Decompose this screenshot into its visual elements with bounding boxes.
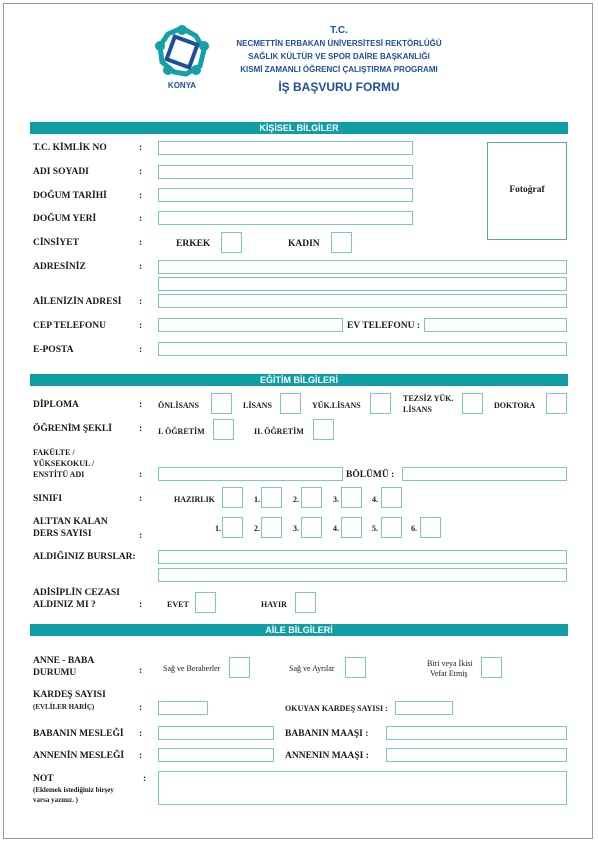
first-ed-label: I. ÖĞRETİM: [158, 427, 205, 436]
father-job-field[interactable]: [158, 726, 274, 740]
scholarship-label: ALDIĞINIZ BURSLAR:: [33, 552, 136, 562]
male-label: ERKEK: [176, 239, 211, 249]
doktora-label: DOKTORA: [494, 401, 536, 410]
form-title: İŞ BAŞVURU FORMU: [278, 80, 400, 94]
name-label: ADI SOYADI: [33, 167, 89, 177]
birth-date-field[interactable]: [158, 188, 413, 202]
colon: :: [139, 751, 143, 761]
failed-option-label: 3.: [293, 524, 299, 533]
failed-option-label: 2.: [254, 524, 260, 533]
colon: :: [139, 191, 143, 201]
address-field-2[interactable]: [158, 277, 567, 291]
mother-salary-field[interactable]: [386, 748, 567, 762]
colon: :: [139, 238, 143, 248]
family-address-field[interactable]: [158, 294, 567, 308]
name-field[interactable]: [158, 165, 413, 179]
birth-place-label: DOĞUM YERİ: [33, 214, 97, 224]
tc-label: T.C. KİMLİK NO: [33, 143, 107, 153]
class-option-checkbox[interactable]: [222, 487, 243, 508]
female-label: KADIN: [288, 239, 320, 249]
colon: :: [139, 424, 143, 434]
class-option-checkbox[interactable]: [341, 487, 362, 508]
failed-courses-label-2: DERS SAYISI: [33, 529, 92, 539]
failed-option-checkbox[interactable]: [261, 517, 282, 538]
doktora-checkbox[interactable]: [546, 393, 567, 414]
birth-date-label: DOĞUM TARİHİ: [33, 191, 107, 201]
female-checkbox[interactable]: [331, 232, 352, 253]
faculty-label-1: FAKÜLTE /: [33, 448, 75, 457]
class-option-label: 2.: [293, 495, 299, 504]
class-option-label: HAZIRLIK: [174, 495, 215, 504]
gender-label: CİNSİYET: [33, 238, 79, 248]
logo-caption: KONYA: [167, 81, 197, 90]
study-type-label: ÖĞRENİM ŞEKLİ: [33, 424, 112, 434]
failed-option-checkbox[interactable]: [301, 517, 322, 538]
lisans-checkbox[interactable]: [280, 393, 301, 414]
colon: :: [139, 214, 143, 224]
colon: :: [139, 143, 143, 153]
photo-box[interactable]: [487, 142, 567, 240]
siblings-field[interactable]: [158, 701, 208, 715]
colon: :: [139, 400, 143, 410]
no-checkbox[interactable]: [295, 592, 316, 613]
colon: :: [139, 703, 143, 713]
mother-job-field[interactable]: [158, 748, 274, 762]
tezsiz-checkbox[interactable]: [462, 393, 483, 414]
yes-checkbox[interactable]: [195, 592, 216, 613]
class-option-checkbox[interactable]: [301, 487, 322, 508]
scholarship-field-1[interactable]: [158, 550, 567, 564]
colon: :: [139, 531, 143, 541]
address-label: ADRESİNİZ: [33, 262, 86, 272]
deceased-checkbox[interactable]: [481, 657, 502, 678]
email-field[interactable]: [158, 342, 567, 356]
yuklisans-checkbox[interactable]: [370, 393, 391, 414]
department-field[interactable]: [402, 467, 567, 481]
class-option-checkbox[interactable]: [381, 487, 402, 508]
section-bar-personal: KİŞİSEL BİLGİLER: [30, 122, 568, 134]
family-address-label: AİLENİZİN ADRESİ: [33, 297, 122, 307]
together-checkbox[interactable]: [229, 657, 250, 678]
failed-option-label: 4.: [333, 524, 339, 533]
failed-option-label: 5.: [372, 524, 378, 533]
onlisans-checkbox[interactable]: [211, 393, 232, 414]
mobile-field[interactable]: [158, 318, 343, 332]
birth-place-field[interactable]: [158, 211, 413, 225]
failed-option-checkbox[interactable]: [381, 517, 402, 538]
mobile-label: CEP TELEFONU: [33, 321, 106, 331]
father-job-label: BABANIN MESLEĞİ: [33, 729, 124, 739]
class-option-label: 4.: [372, 495, 378, 504]
deceased-label-2: Vefat Etmiş: [430, 669, 468, 678]
note-hint-1: (Eklemek istediğiniz birşey: [33, 786, 114, 794]
second-ed-checkbox[interactable]: [313, 419, 334, 440]
colon: :: [139, 297, 143, 307]
class-option-label: 1.: [254, 495, 260, 504]
tezsiz-label-1: TEZSİZ YÜK.: [403, 394, 454, 403]
colon: :: [139, 494, 143, 504]
discipline-label-2: ALDINIZ MI ?: [33, 600, 96, 610]
home-phone-label: EV TELEFONU :: [347, 321, 421, 331]
yuklisans-label: YÜK.LİSANS: [312, 401, 361, 410]
photo-label: Fotoğraf: [509, 185, 545, 195]
header-department: SAĞLIK KÜLTÜR VE SPOR DAİRE BAŞKANLIĞI: [248, 52, 430, 61]
colon: :: [139, 600, 143, 610]
yes-label: EVET: [167, 600, 189, 609]
header-program: KISMİ ZAMANLI ÖĞRENCİ ÇALIŞTIRMA PROGRAMI: [240, 65, 438, 74]
failed-option-checkbox[interactable]: [420, 517, 441, 538]
header-university: NECMETTİN ERBAKAN ÜNİVERSİTESİ REKTÖRLÜĞÜ: [236, 39, 442, 48]
note-label: NOT: [33, 774, 54, 784]
no-label: HAYIR: [261, 600, 287, 609]
section-bar-family: AİLE BİLGİLERİ: [30, 624, 568, 636]
class-option-checkbox[interactable]: [261, 487, 282, 508]
siblings-label: KARDEŞ SAYISI: [33, 690, 106, 700]
home-phone-field[interactable]: [424, 318, 567, 332]
parents-label-1: ANNE - BABA: [33, 656, 95, 666]
class-label: SINIFI: [33, 494, 63, 504]
first-ed-checkbox[interactable]: [213, 419, 234, 440]
colon: :: [139, 345, 143, 355]
separated-label: Sağ ve Ayrılar: [289, 664, 335, 673]
diploma-label: DİPLOMA: [33, 400, 79, 410]
failed-option-checkbox[interactable]: [222, 517, 243, 538]
note-hint-2: varsa yazınız. ): [33, 796, 78, 804]
header-tc: T.C.: [330, 25, 348, 36]
colon: :: [139, 262, 143, 272]
father-salary-field[interactable]: [386, 726, 567, 740]
colon: :: [139, 167, 143, 177]
section-bar-education: EĞİTİM BİLGİLERİ: [30, 374, 568, 386]
tezsiz-label-2: LİSANS: [403, 405, 432, 414]
onlisans-label: ÖNLİSANS: [158, 401, 199, 410]
lisans-label: LİSANS: [243, 401, 272, 410]
department-label: BÖLÜMÜ :: [346, 470, 395, 480]
studying-siblings-label: OKUYAN KARDEŞ SAYISI :: [285, 704, 388, 713]
faculty-label-3: ENSTİTÜ ADI: [33, 470, 85, 479]
email-label: E-POSTA: [33, 345, 74, 355]
failed-option-checkbox[interactable]: [341, 517, 362, 538]
mother-job-label: ANNENİN MESLEĞİ: [33, 751, 125, 761]
failed-option-label: 6.: [411, 524, 417, 533]
failed-courses-label-1: ALTTAN KALAN: [33, 517, 108, 527]
mother-salary-label: ANNENIN MAAŞI :: [285, 751, 369, 761]
faculty-label-2: YÜKSEKOKUL /: [33, 459, 95, 468]
faculty-field[interactable]: [158, 467, 343, 481]
class-option-label: 3.: [333, 495, 339, 504]
colon: :: [139, 470, 143, 480]
together-label: Sağ ve Beraberler: [163, 664, 221, 673]
colon: :: [139, 729, 143, 739]
colon: :: [139, 666, 143, 676]
discipline-label-1: ADİSİPLİN CEZASI: [33, 588, 120, 598]
deceased-label-1: Biri veya İkisi: [427, 659, 473, 668]
studying-siblings-field[interactable]: [395, 701, 453, 715]
failed-option-label: 1.: [215, 524, 221, 533]
male-checkbox[interactable]: [221, 232, 242, 253]
separated-checkbox[interactable]: [345, 657, 366, 678]
tc-field[interactable]: [158, 141, 413, 155]
address-field-1[interactable]: [158, 260, 567, 274]
scholarship-field-2[interactable]: [158, 568, 567, 582]
siblings-note: (EVLİLER HARİÇ): [33, 703, 95, 711]
father-salary-label: BABANIN MAAŞI :: [285, 729, 369, 739]
second-ed-label: II. ÖĞRETİM: [254, 427, 304, 436]
parents-label-2: DURUMU: [33, 668, 77, 678]
colon: :: [143, 774, 147, 784]
colon: :: [139, 321, 143, 331]
note-field[interactable]: [158, 771, 567, 805]
